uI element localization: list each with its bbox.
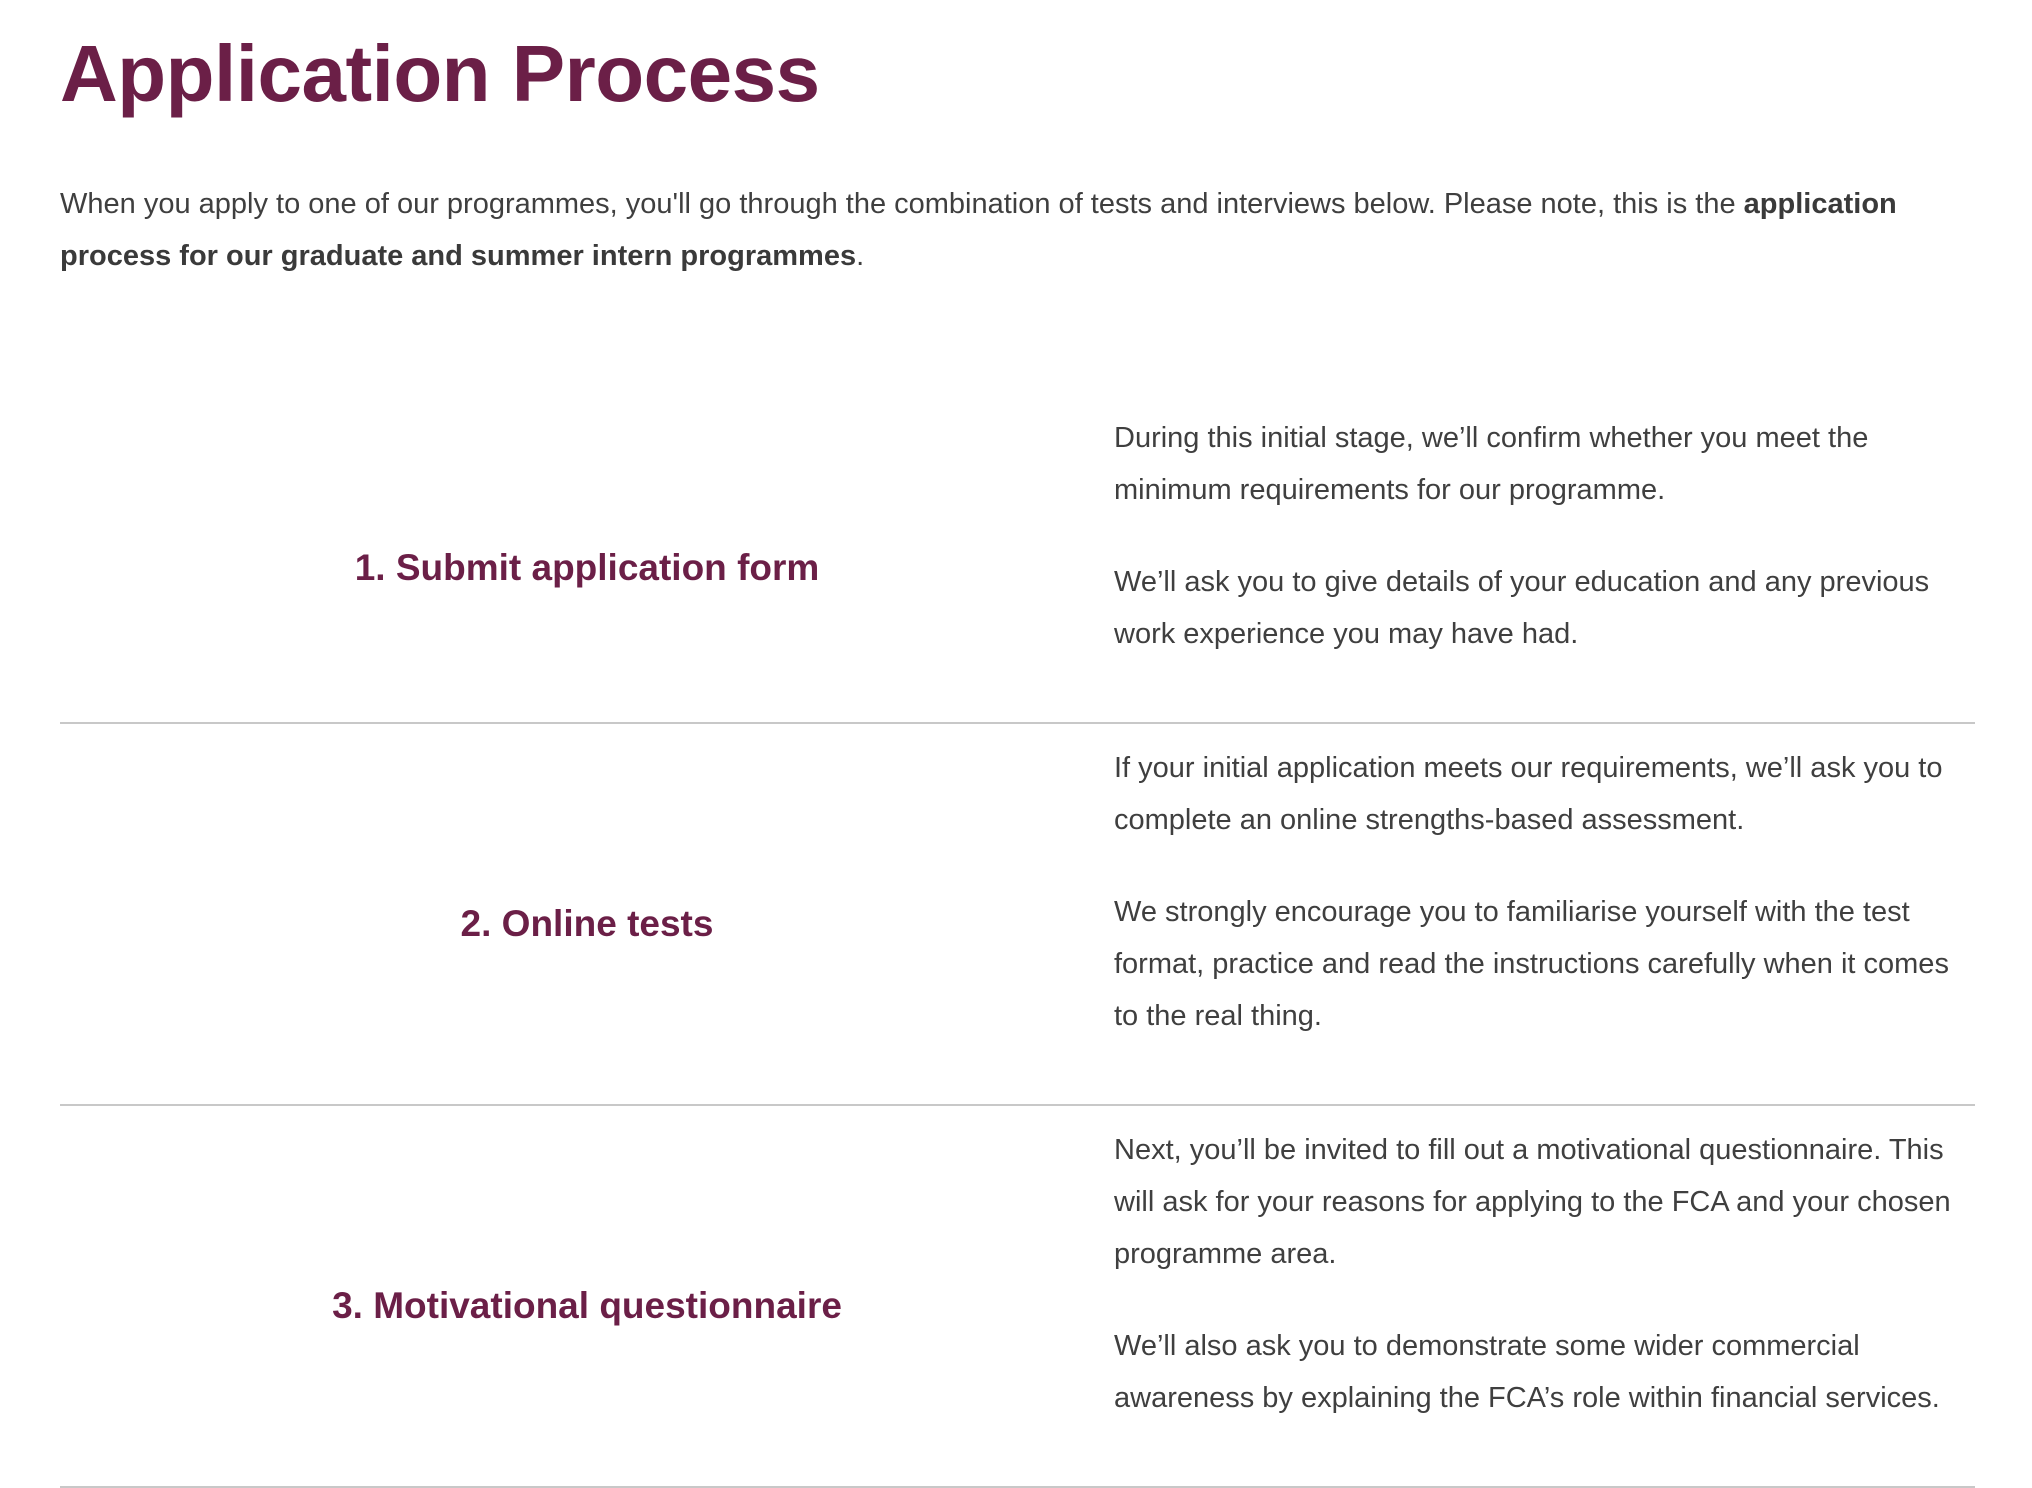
divider — [60, 1104, 1975, 1106]
step-paragraph: We’ll ask you to give details of your education and any previous work experience you may have had. — [1114, 566, 1930, 650]
step-paragraph: We strongly encourage you to familiarise yourself with the test format, practice and read the instructions carefully when it comes to the real thing. — [1114, 896, 1949, 1032]
step-heading: 1. Submit application form — [354, 547, 820, 588]
divider — [60, 722, 1975, 724]
page-title: Application Process — [60, 29, 820, 118]
intro-paragraph — [60, 178, 1975, 282]
step-description — [1114, 742, 1975, 1082]
step-paragraph: We’ll also ask you to demonstrate some wider commercial awareness by explaining the FCA’s role within financial services. — [1114, 1330, 1940, 1414]
step-heading: 2. Online tests — [460, 903, 714, 944]
step-description — [1114, 412, 1975, 700]
step-description — [1114, 1124, 1975, 1464]
step-paragraph: During this initial stage, we’ll confirm whether you meet the minimum requirements for our programme. — [1114, 422, 1869, 506]
step-heading: 3. Motivational questionnaire — [332, 1285, 842, 1326]
step-paragraph: If your initial application meets our requirements, we’ll ask you to complete an online strengths-based assessment. — [1114, 752, 1943, 836]
intro-text: When you apply to one of our programmes, you'll go through the combination of tests and interviews below. Please note, this is the — [60, 188, 1744, 220]
intro-bold-text: application process for our graduate and summer intern programmes — [60, 188, 1897, 272]
step-paragraph: Next, you’ll be invited to fill out a motivational questionnaire. This will ask for your reasons for applying to the FCA and your chosen programme area. — [1114, 1134, 1951, 1270]
intro-end: . — [856, 240, 865, 272]
